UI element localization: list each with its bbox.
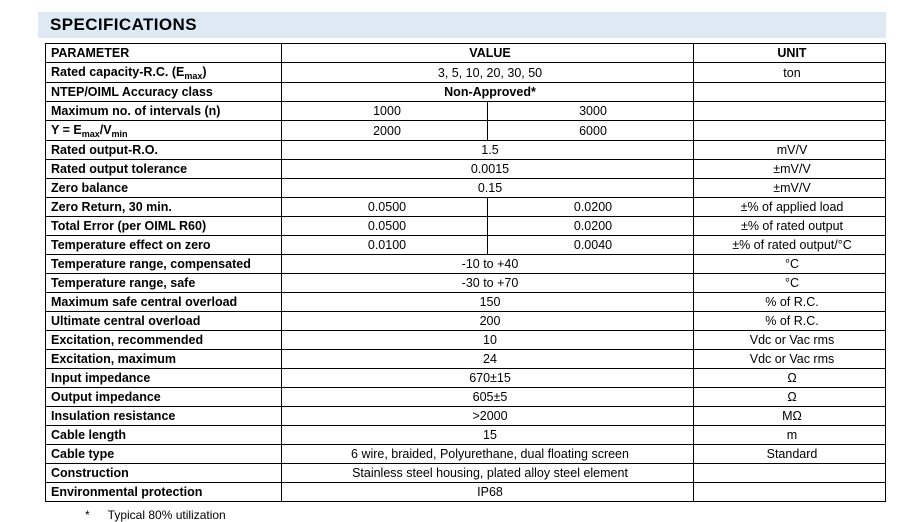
value-cell: 15	[282, 426, 694, 445]
value-cell: 200	[282, 312, 694, 331]
value-cell: 3, 5, 10, 20, 30, 50	[282, 63, 694, 83]
parameter-cell	[46, 445, 282, 464]
table-row	[46, 388, 886, 407]
parameter-cell	[46, 274, 282, 293]
table-row	[46, 160, 886, 179]
table-row	[46, 426, 886, 445]
table-row	[46, 350, 886, 369]
unit-cell: ton	[694, 63, 886, 83]
unit-cell: ±% of applied load	[694, 198, 886, 217]
parameter-cell	[46, 369, 282, 388]
parameter-text: Temperature effect on zero	[51, 238, 211, 252]
value-cell: >2000	[282, 407, 694, 426]
table-row	[46, 407, 886, 426]
unit-cell: °C	[694, 274, 886, 293]
parameter-text: Cable length	[51, 428, 127, 442]
parameter-cell	[46, 198, 282, 217]
unit-cell	[694, 464, 886, 483]
unit-cell	[694, 121, 886, 141]
footnote-marker: *	[85, 508, 90, 522]
parameter-text: Excitation, maximum	[51, 352, 177, 366]
parameter-cell	[46, 312, 282, 331]
parameter-cell	[46, 407, 282, 426]
unit-cell	[694, 483, 886, 502]
parameter-text: Zero Return, 30 min.	[51, 200, 172, 214]
parameter-cell	[46, 83, 282, 102]
parameter-text: NTEP/OIML Accuracy class	[51, 85, 213, 99]
table-row	[46, 141, 886, 160]
unit-cell: m	[694, 426, 886, 445]
unit-cell	[694, 83, 886, 102]
unit-cell: MΩ	[694, 407, 886, 426]
parameter-subscript: max	[184, 71, 203, 81]
parameter-text: Rated output tolerance	[51, 162, 188, 176]
value-cell: IP68	[282, 483, 694, 502]
table-row	[46, 83, 886, 102]
table-row	[46, 483, 886, 502]
table-row	[46, 312, 886, 331]
header-unit: UNIT	[694, 44, 886, 63]
unit-cell: Ω	[694, 369, 886, 388]
table-row	[46, 445, 886, 464]
parameter-cell	[46, 388, 282, 407]
table-row	[46, 217, 886, 236]
parameter-cell	[46, 141, 282, 160]
parameter-text: Rated output-R.O.	[51, 143, 158, 157]
parameter-cell	[46, 464, 282, 483]
value-cell-low: 0.0500	[282, 198, 488, 217]
parameter-cell	[46, 331, 282, 350]
value-cell: 670±15	[282, 369, 694, 388]
parameter-cell	[46, 255, 282, 274]
value-cell: Non-Approved*	[282, 83, 694, 102]
parameter-subscript: max	[81, 129, 100, 139]
parameter-text-mid: /V	[99, 123, 112, 137]
parameter-cell	[46, 483, 282, 502]
parameter-text: Rated capacity-R.C. (E	[51, 65, 185, 79]
table-row	[46, 293, 886, 312]
parameter-cell	[46, 426, 282, 445]
table-row	[46, 198, 886, 217]
value-cell: 605±5	[282, 388, 694, 407]
value-cell: 0.15	[282, 179, 694, 198]
parameter-cell	[46, 121, 282, 141]
section-title: SPECIFICATIONS	[50, 15, 197, 34]
parameter-text: Environmental protection	[51, 485, 203, 499]
table-row	[46, 274, 886, 293]
parameter-cell	[46, 160, 282, 179]
table-row	[46, 121, 886, 141]
parameter-text: Maximum no. of intervals (n)	[51, 104, 221, 118]
parameter-cell	[46, 236, 282, 255]
table-row	[46, 464, 886, 483]
parameter-text: Excitation, recommended	[51, 333, 204, 347]
value-cell-high: 6000	[488, 121, 694, 141]
parameter-text: Temperature range, safe	[51, 276, 196, 290]
unit-cell: mV/V	[694, 141, 886, 160]
unit-cell: Standard	[694, 445, 886, 464]
parameter-text: Insulation resistance	[51, 409, 176, 423]
table-row	[46, 255, 886, 274]
table-row	[46, 331, 886, 350]
footnote	[85, 508, 226, 522]
value-cell-high: 0.0040	[488, 236, 694, 255]
table-row	[46, 236, 886, 255]
table-row	[46, 179, 886, 198]
specifications-table	[45, 43, 886, 502]
parameter-cell	[46, 102, 282, 121]
unit-cell: °C	[694, 255, 886, 274]
value-cell-low: 2000	[282, 121, 488, 141]
parameter-text: Output impedance	[51, 390, 161, 404]
header-value: VALUE	[282, 44, 694, 63]
value-cell-low: 0.0100	[282, 236, 488, 255]
value-cell: 150	[282, 293, 694, 312]
value-cell: -10 to +40	[282, 255, 694, 274]
parameter-cell	[46, 350, 282, 369]
parameter-text-tail: )	[202, 65, 207, 79]
unit-cell: ±% of rated output	[694, 217, 886, 236]
header-parameter: PARAMETER	[46, 44, 282, 63]
table-row	[46, 63, 886, 83]
specifications-body	[46, 44, 886, 502]
parameter-text: Total Error (per OIML R60)	[51, 219, 207, 233]
parameter-text: Ultimate central overload	[51, 314, 201, 328]
unit-cell: % of R.C.	[694, 293, 886, 312]
value-cell-low: 1000	[282, 102, 488, 121]
parameter-text: Zero balance	[51, 181, 129, 195]
parameter-text: Cable type	[51, 447, 115, 461]
unit-cell: ±mV/V	[694, 179, 886, 198]
parameter-text: Temperature range, compensated	[51, 257, 251, 271]
value-cell: 1.5	[282, 141, 694, 160]
value-cell: 24	[282, 350, 694, 369]
value-cell-high: 0.0200	[488, 198, 694, 217]
unit-cell: ±% of rated output/°C	[694, 236, 886, 255]
section-title-band	[38, 12, 886, 38]
parameter-cell	[46, 63, 282, 83]
parameter-cell	[46, 217, 282, 236]
parameter-text: Maximum safe central overload	[51, 295, 238, 309]
unit-cell: Vdc or Vac rms	[694, 350, 886, 369]
value-cell-low: 0.0500	[282, 217, 488, 236]
parameter-text: Y = E	[51, 123, 82, 137]
value-cell: -30 to +70	[282, 274, 694, 293]
table-header-row	[46, 44, 886, 63]
unit-cell: % of R.C.	[694, 312, 886, 331]
parameter-subscript: min	[111, 129, 128, 139]
table-row	[46, 102, 886, 121]
value-cell: 6 wire, braided, Polyurethane, dual floating screen	[282, 445, 694, 464]
value-cell: Stainless steel housing, plated alloy steel element	[282, 464, 694, 483]
unit-cell	[694, 102, 886, 121]
unit-cell: ±mV/V	[694, 160, 886, 179]
parameter-text: Construction	[51, 466, 129, 480]
parameter-text: Input impedance	[51, 371, 151, 385]
unit-cell: Vdc or Vac rms	[694, 331, 886, 350]
table-row	[46, 369, 886, 388]
value-cell: 0.0015	[282, 160, 694, 179]
parameter-cell	[46, 293, 282, 312]
value-cell: 10	[282, 331, 694, 350]
unit-cell: Ω	[694, 388, 886, 407]
footnote-text: Typical 80% utilization	[107, 508, 226, 522]
parameter-cell	[46, 179, 282, 198]
value-cell-high: 3000	[488, 102, 694, 121]
value-cell-high: 0.0200	[488, 217, 694, 236]
